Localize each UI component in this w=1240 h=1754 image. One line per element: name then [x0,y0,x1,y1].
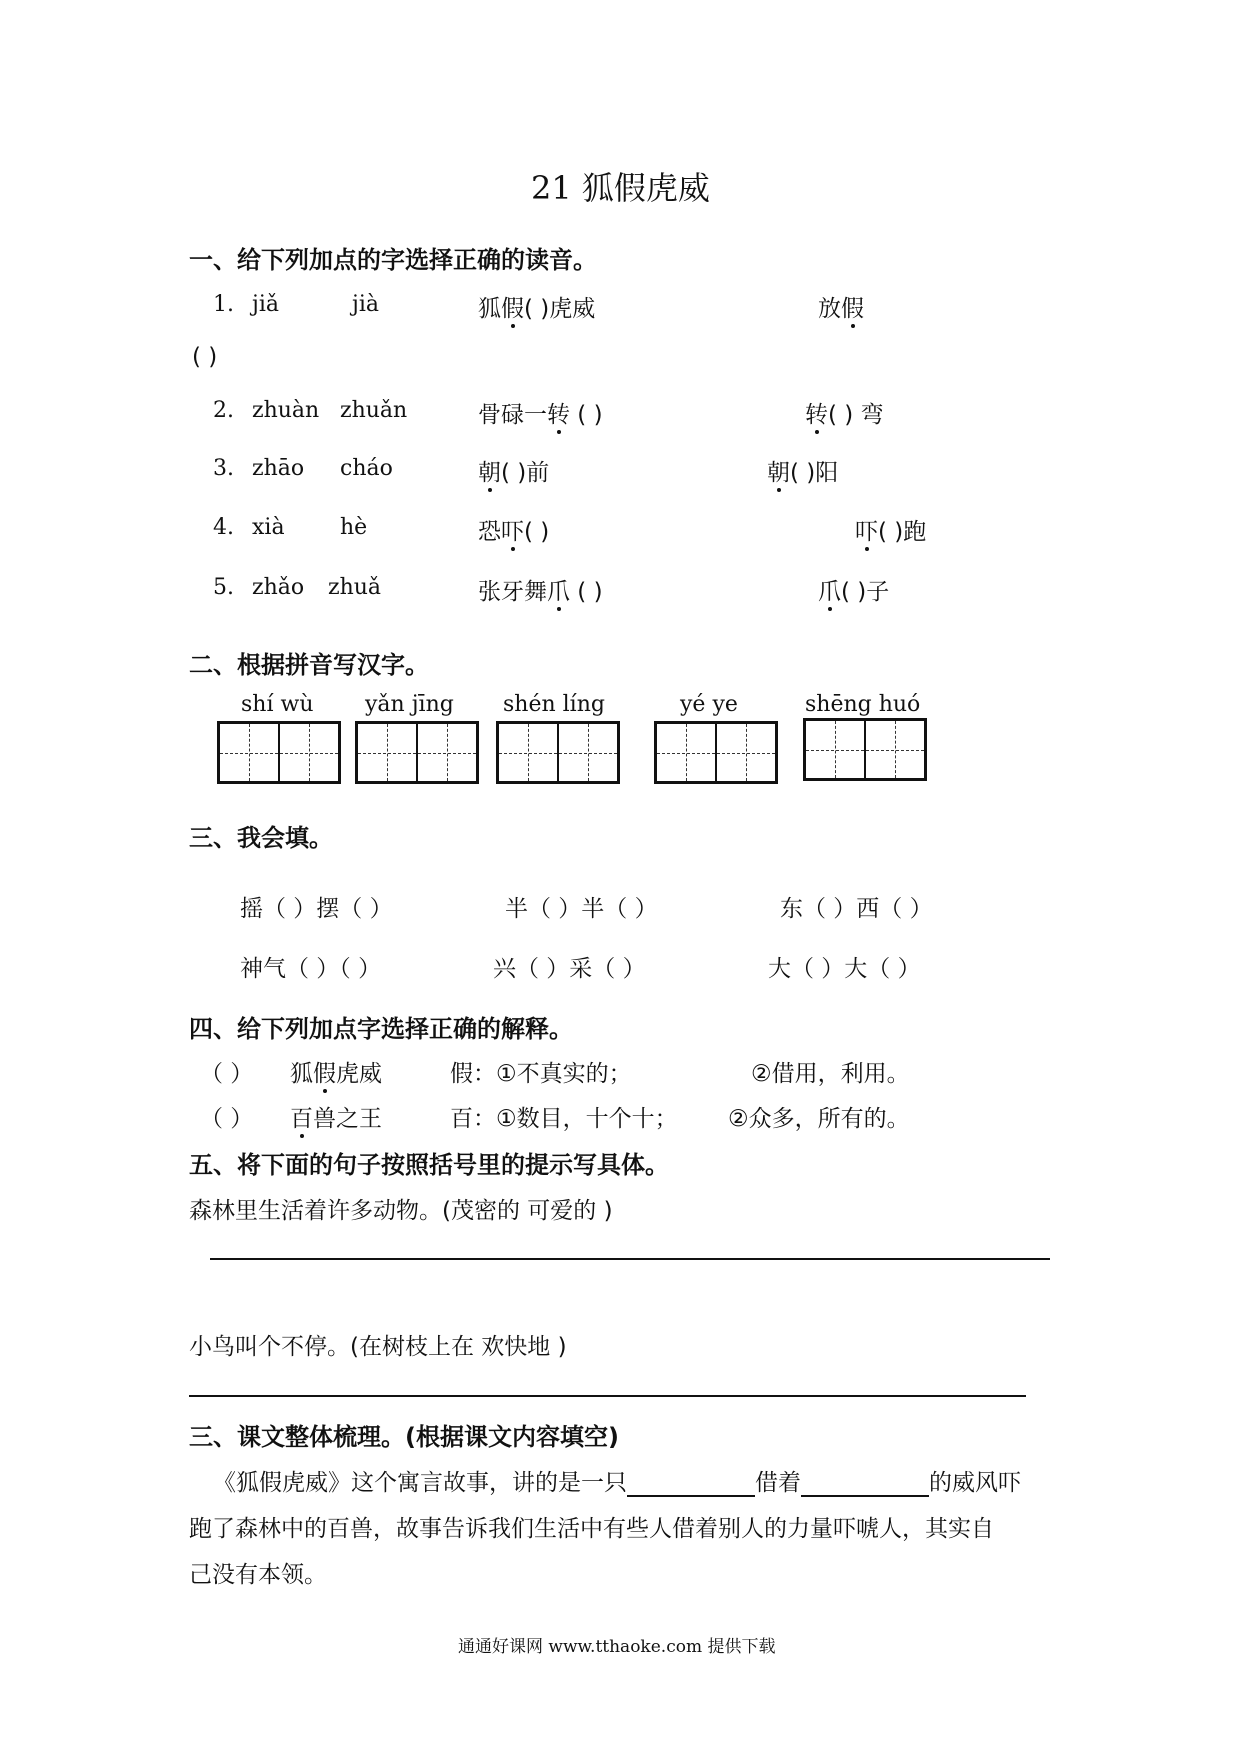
grid-cell[interactable] [864,721,924,778]
row-4-number: 4. [213,515,234,540]
row-3-number: 3. [213,456,234,481]
footer-credit: 通通好课网 www.tthaoke.com 提供下载 [458,1637,776,1657]
writing-grid-1[interactable] [217,721,341,784]
row-2-pinyin-a: zhuàn [252,398,320,423]
grid-cell[interactable] [657,724,715,781]
answer-line-1[interactable] [210,1258,1050,1260]
grid-cell[interactable] [806,721,864,778]
answer-line-2[interactable] [189,1395,1026,1397]
meaning-word-1-post: 虎威 [336,1061,382,1087]
expand-sentence-1: 森林里生活着许多动物。(茂密的 可爱的 ) [189,1198,613,1224]
row-4-word-1-post: ( ) [524,519,550,545]
meaning-word-2-post: 兽之王 [313,1106,382,1132]
page-title: 21 狐假虎威 [531,169,710,207]
fill-item-5: 兴（ ）采（ ） [493,956,646,982]
summary-blank-2[interactable] [801,1473,929,1497]
row-3-word-2-post: ( )阳 [790,460,839,486]
summary-line-2: 跑了森林中的百兽，故事告诉我们生活中有些人借着别人的力量吓唬人，其实自 [189,1516,994,1542]
row-3-word-1-dotted-char: 朝 [478,454,501,487]
meaning-paren-1: （ ） [200,1061,254,1087]
row-3-pinyin-a: zhāo [252,456,305,481]
row-4-word-1-pre: 恐 [478,519,501,545]
row-2-number: 2. [213,398,234,423]
row-1-word-1-pre: 狐 [478,296,501,322]
section-1-heading: 一、给下列加点的字选择正确的读音。 [189,246,597,274]
row-1-word-1-dotted-char: 假 [501,290,524,323]
row-2-pinyin-b: zhuǎn [340,398,408,423]
row-1-wrapped-paren: ( ) [192,344,218,370]
meaning-def-2a: 百：①数目，十个十； [450,1106,678,1132]
summary-text-c: 的威风吓 [929,1470,1021,1496]
pinyin-label-5: shēng huó [805,692,921,717]
row-2-word-1 [478,396,603,429]
meaning-word-1 [290,1055,382,1088]
fill-item-4: 神气（ ）（ ） [240,956,382,982]
expand-sentence-2: 小鸟叫个不停。(在树枝上在 欢快地 ) [189,1334,567,1360]
summary-text-a: 《狐假虎威》这个寓言故事，讲的是一只 [213,1470,627,1496]
section-3-heading: 三、我会填。 [189,824,333,852]
summary-blank-1[interactable] [627,1473,755,1497]
row-1-pinyin-b: jià [352,292,379,317]
row-5-word-1 [478,573,603,606]
row-1-word-1-post: ( )虎威 [524,296,596,322]
row-5-word-2-post: ( )子 [841,579,890,605]
row-3-word-1 [478,454,549,487]
fill-item-1: 摇（ ）摆（ ） [240,896,393,922]
row-3-word-1-post: ( )前 [501,460,550,486]
meaning-paren-2: （ ） [200,1106,254,1132]
row-3-word-2-dotted-char: 朝 [767,454,790,487]
fill-item-3: 东（ ）西（ ） [780,896,933,922]
row-1-word-1 [478,290,595,323]
pinyin-label-3: shén líng [503,692,605,717]
meaning-word-2 [290,1100,382,1133]
row-4-word-1 [478,513,549,546]
row-2-word-2-post: ( ) 弯 [828,402,884,428]
grid-cell[interactable] [557,724,617,781]
summary-line-3: 己没有本领。 [189,1562,327,1588]
writing-grid-3[interactable] [496,721,620,784]
row-4-word-1-dotted-char: 吓 [501,513,524,546]
row-1-word-2-pre: 放 [818,296,841,322]
meaning-def-1b: ②借用，利用。 [751,1061,910,1087]
row-4-word-2 [855,513,926,546]
pinyin-label-1: shí wù [241,692,314,717]
row-5-word-1-dotted-char: 爪 [547,573,570,606]
row-4-word-2-post: ( )跑 [878,519,927,545]
row-5-pinyin-b: zhuǎ [328,575,382,600]
writing-grid-5[interactable] [803,718,927,781]
meaning-def-2b: ②众多，所有的。 [728,1106,910,1132]
pinyin-label-4: yé ye [680,692,738,717]
meaning-word-1-pre: 狐 [290,1061,313,1087]
grid-cell[interactable] [220,724,278,781]
grid-cell[interactable] [715,724,775,781]
summary-text-b: 借着 [755,1470,801,1496]
row-4-word-2-dotted-char: 吓 [855,513,878,546]
summary-line-1 [213,1464,1021,1497]
pinyin-label-2: yǎn jīng [365,692,454,717]
row-5-number: 5. [213,575,234,600]
row-2-word-2 [805,396,884,429]
grid-cell[interactable] [499,724,557,781]
row-4-pinyin-a: xià [252,515,285,540]
row-5-word-1-pre: 张牙舞 [478,579,547,605]
writing-grid-2[interactable] [355,721,479,784]
row-1-number: 1. [213,292,234,317]
row-2-word-1-pre: 骨碌一 [478,402,547,428]
fill-item-2: 半（ ）半（ ） [505,896,658,922]
meaning-def-1a: 假：①不真实的； [450,1061,632,1087]
meaning-word-2-dotted-char: 百 [290,1100,313,1133]
section-6-heading: 三、课文整体梳理。(根据课文内容填空) [189,1423,619,1451]
section-4-heading: 四、给下列加点字选择正确的解释。 [189,1015,573,1043]
row-1-word-2-dotted-char: 假 [841,290,864,323]
fill-item-6: 大（ ）大（ ） [768,956,921,982]
meaning-word-1-dotted-char: 假 [313,1055,336,1088]
row-3-word-2 [767,454,838,487]
writing-grid-4[interactable] [654,721,778,784]
grid-cell[interactable] [278,724,338,781]
grid-cell[interactable] [416,724,476,781]
row-5-word-2-dotted-char: 爪 [818,573,841,606]
row-5-word-2 [818,573,889,606]
row-5-word-1-post: ( ) [570,579,603,605]
row-3-pinyin-b: cháo [340,456,393,481]
row-2-word-2-dotted-char: 转 [805,396,828,429]
section-5-heading: 五、将下面的句子按照括号里的提示写具体。 [189,1151,669,1179]
section-2-heading: 二、根据拼音写汉字。 [189,651,429,679]
row-4-pinyin-b: hè [340,515,368,540]
grid-cell[interactable] [358,724,416,781]
row-1-word-2 [818,290,864,323]
row-2-word-1-post: ( ) [570,402,603,428]
row-5-pinyin-a: zhǎo [252,575,305,600]
row-2-word-1-dotted-char: 转 [547,396,570,429]
row-1-pinyin-a: jiǎ [252,292,279,317]
